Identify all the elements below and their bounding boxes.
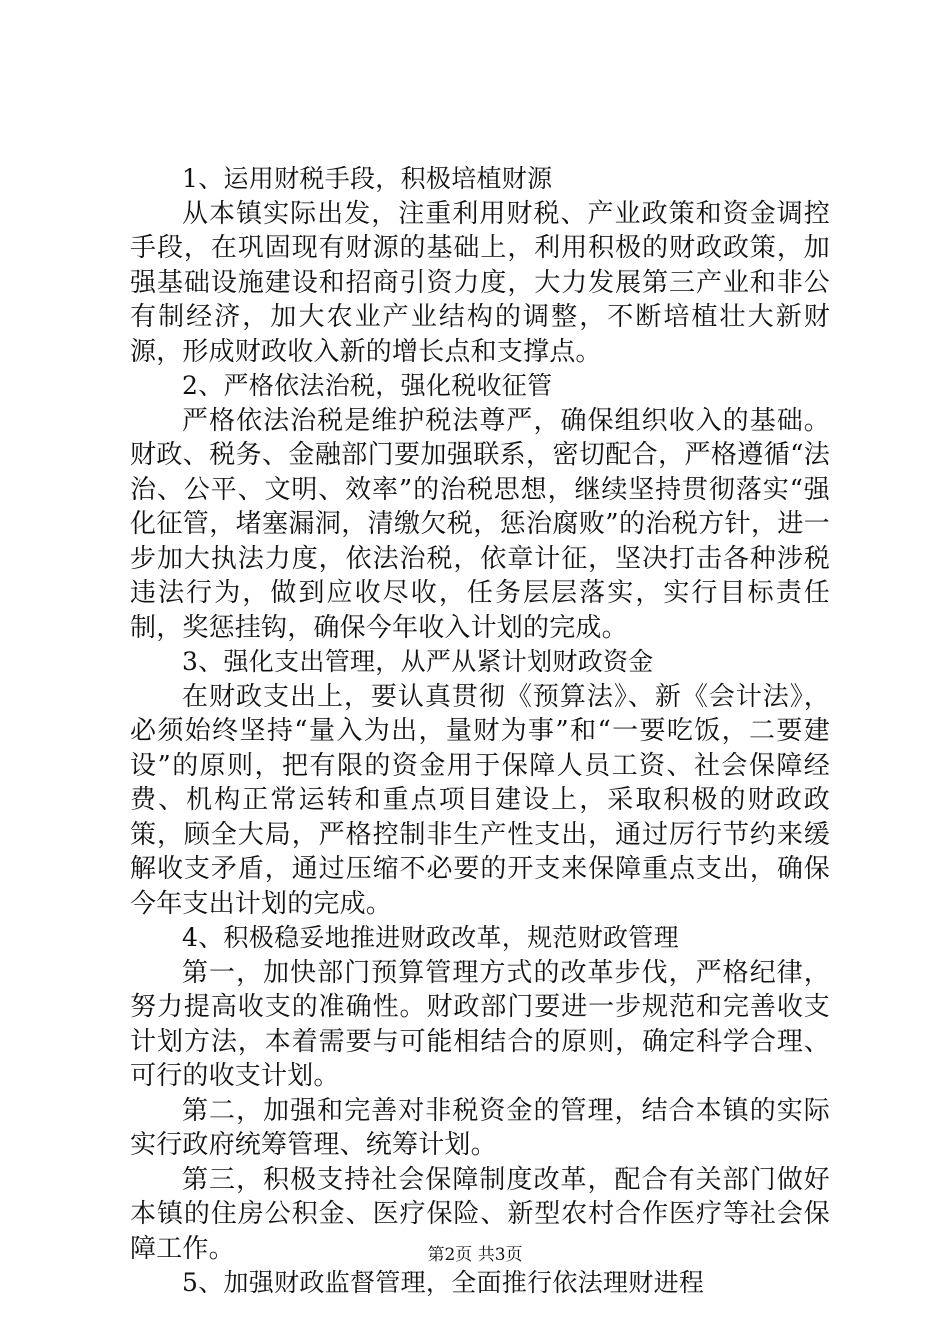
- section-heading-2: 2、严格依法治税，强化税收征管: [182, 371, 553, 400]
- page-footer: 第2页 共3页: [427, 1245, 523, 1265]
- document-body: [130, 162, 830, 1301]
- section-heading-4: 4、积极稳妥地推进财政改革，规范财政管理: [182, 923, 679, 952]
- paragraph-3: 在财政支出上，要认真贯彻《预算法》、新《会计法》，必须始终坚持“量入为出，量财为事”和“一要吃饭，二要建设”的原则，把有限的资金用于保障人员工资、社会保障经费、机构正常运转和重点项目建设上，采取积极的财政政策，顾全大局，严格控制非生产性支出，通过厉行节约来缓解收支矛盾，通过压缩不必要的开支来保障重点支出，确保今年支出计划的完成。: [130, 681, 830, 919]
- paragraph-1: 从本镇实际出发，注重利用财税、产业政策和资金调控手段，在巩固现有财源的基础上，利用积极的财政政策，加强基础设施建设和招商引资力度，大力发展第三产业和非公有制经济，加大农业产业结构的调整，不断培植壮大新财源，形成财政收入新的增长点和支撑点。: [130, 198, 830, 367]
- section-heading-1: 1、运用财税手段，积极培植财源: [182, 164, 553, 193]
- section-heading-3: 3、强化支出管理，从严从紧计划财政资金: [182, 647, 654, 676]
- paragraph-4-second: 第二，加强和完善对非税资金的管理，结合本镇的实际实行政府统筹管理、统筹计划。: [130, 1095, 830, 1160]
- paragraph-2: 严格依法治税是维护税法尊严，确保组织收入的基础。财政、税务、金融部门要加强联系，密切配合，严格遵循“法治、公平、文明、效率”的治税思想，继续坚持贯彻落实“强化征管，堵塞漏洞，清缴欠税，惩治腐败”的治税方针，进一步加大执法力度，依法治税，依章计征，坚决打击各种涉税违法行为，做到应收尽收，任务层层落实，实行目标责任制，奖惩挂钩，确保今年收入计划的完成。: [130, 405, 830, 643]
- paragraph-4-first: 第一，加快部门预算管理方式的改革步伐，严格纪律，努力提高收支的准确性。财政部门要进一步规范和完善收支计划方法，本着需要与可能相结合的原则，确定科学合理、可行的收支计划。: [130, 957, 830, 1091]
- section-heading-5: 5、加强财政监督管理，全面推行依法理财进程: [182, 1268, 705, 1297]
- paragraph-4-third: 第三，积极支持社会保障制度改革，配合有关部门做好本镇的住房公积金、医疗保险、新型农村合作医疗等社会保障工作。: [130, 1164, 830, 1264]
